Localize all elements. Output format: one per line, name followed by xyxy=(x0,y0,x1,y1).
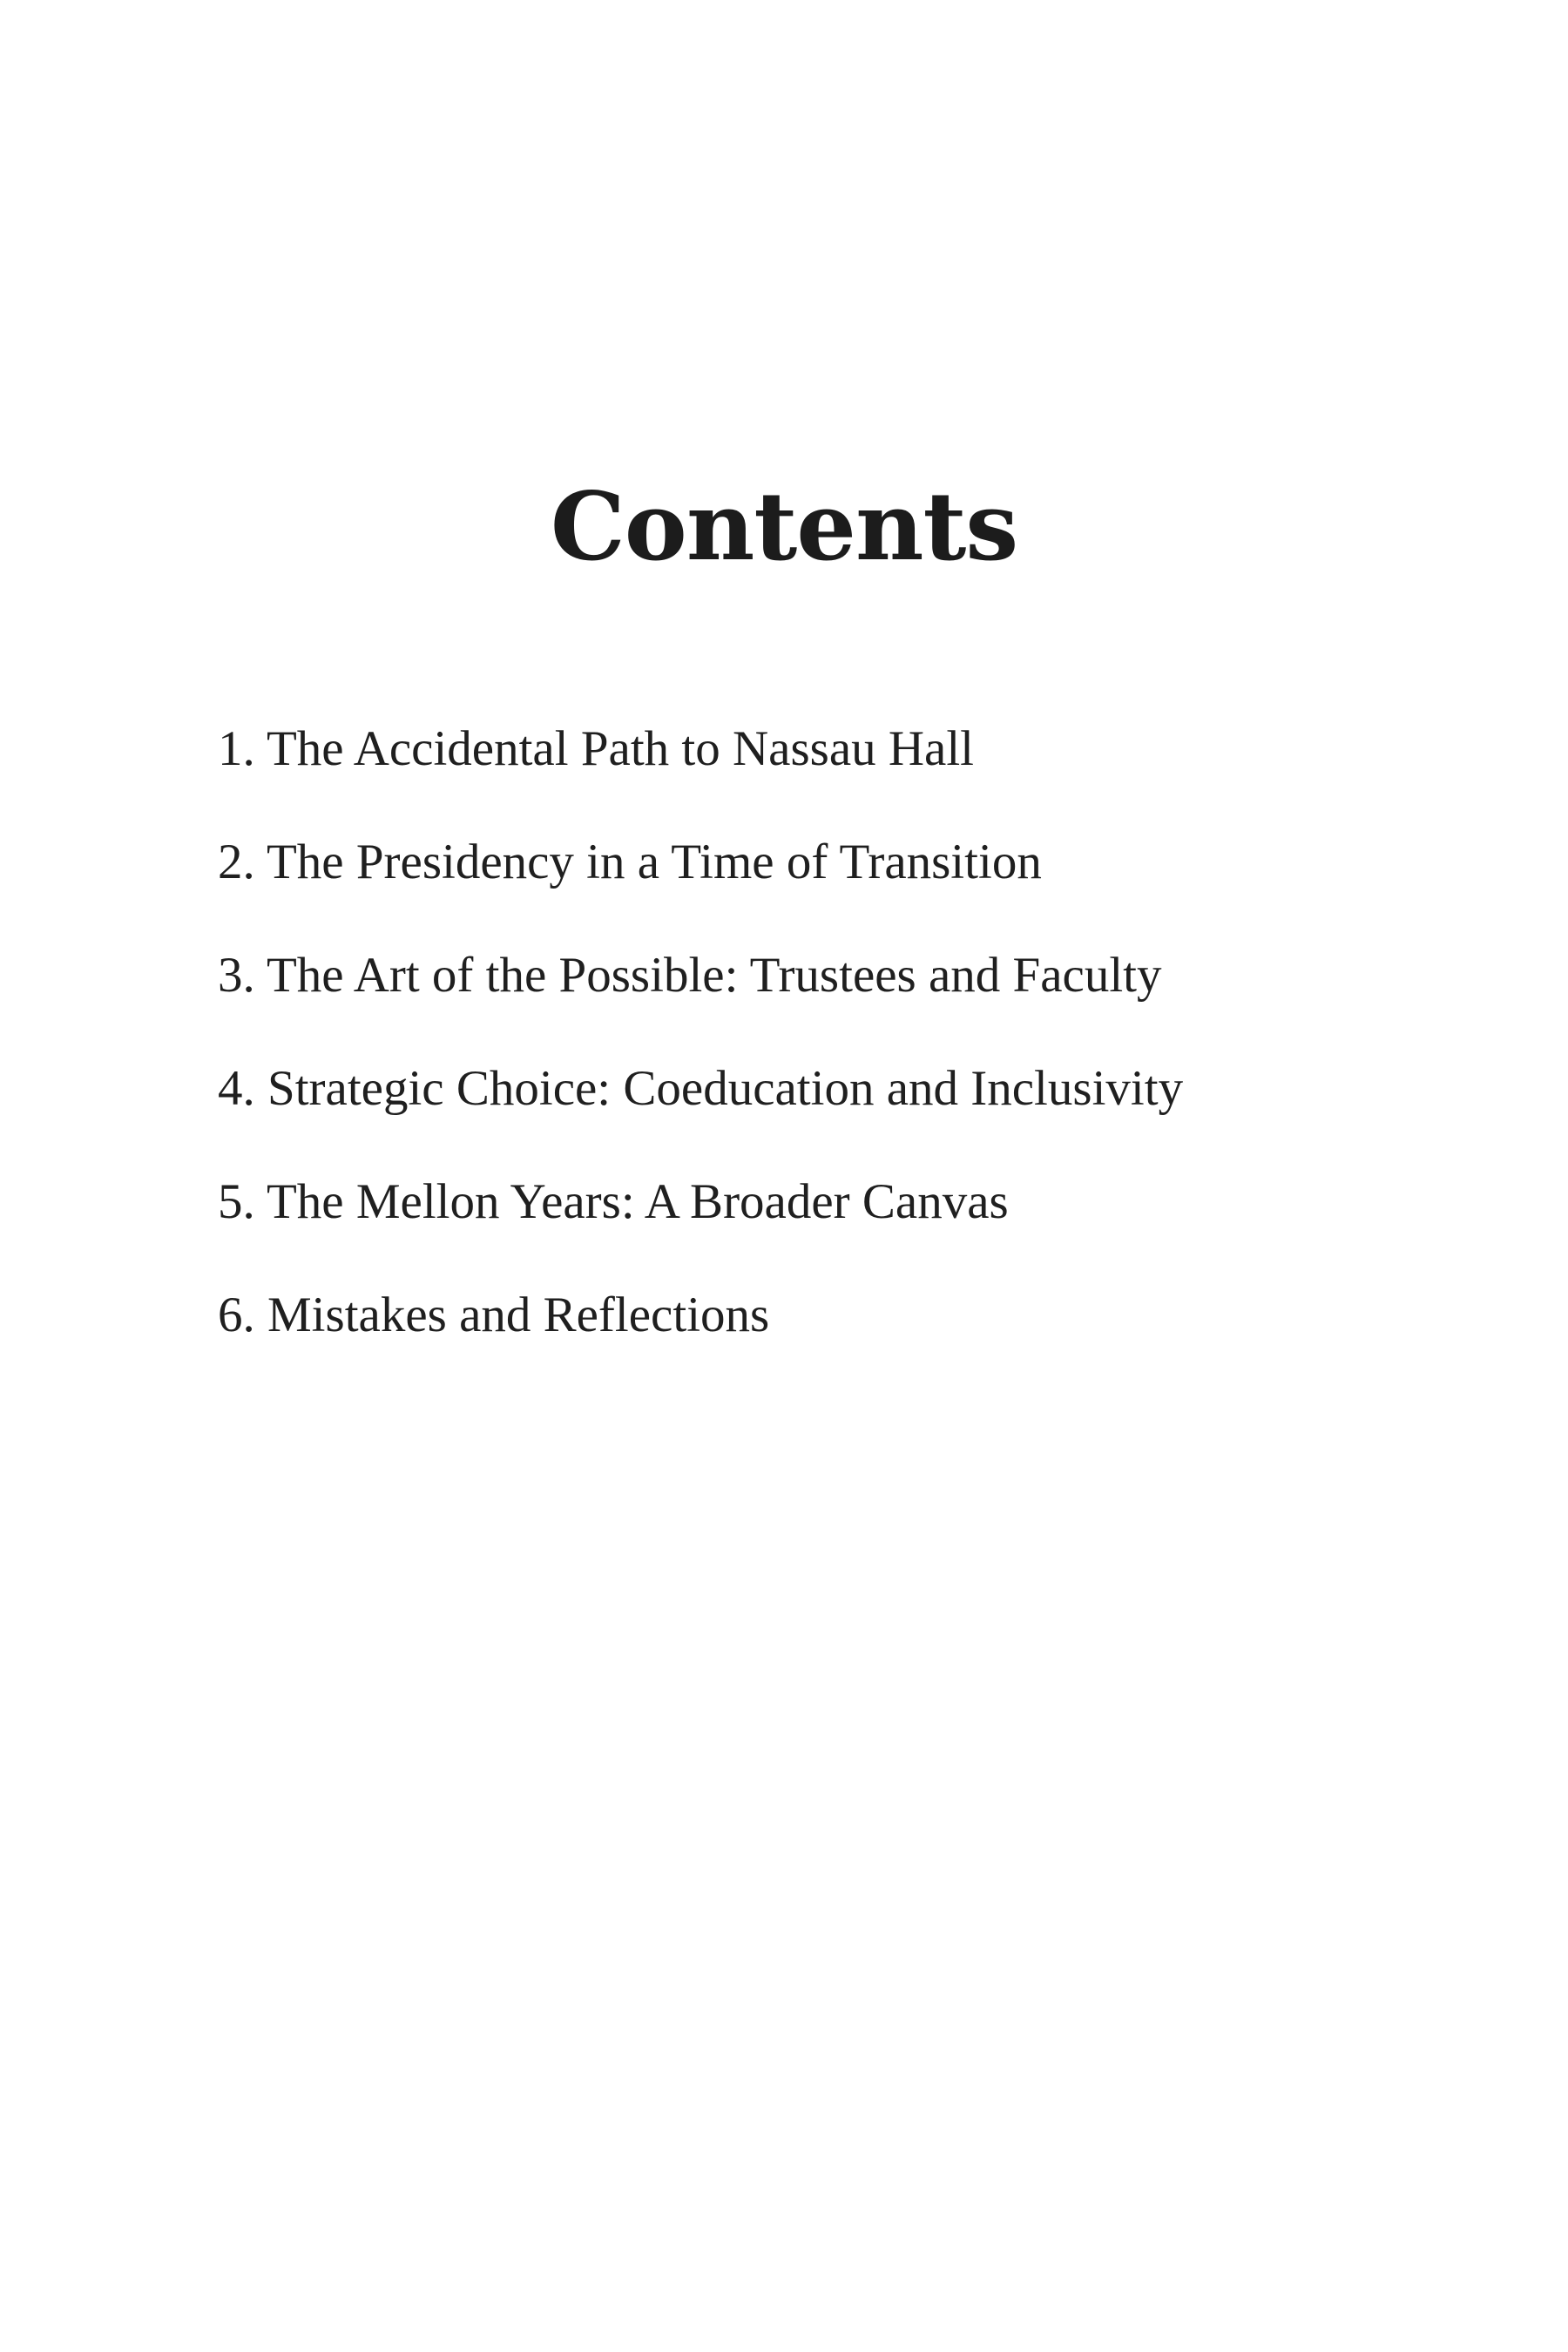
toc-entry-5: 5. The Mellon Years: A Broader Canvas xyxy=(218,1174,1009,1229)
table-of-contents xyxy=(218,714,1437,1394)
toc-entry-4: 4. Strategic Choice: Coeducation and Inclusivity xyxy=(218,1061,1184,1116)
toc-entry-6: 6. Mistakes and Reflections xyxy=(218,1288,770,1342)
toc-entry-3: 3. The Art of the Possible: Trustees and Faculty xyxy=(218,948,1162,1003)
page-title: Contents xyxy=(550,472,1018,582)
toc-entry-1: 1. The Accidental Path to Nassau Hall xyxy=(218,721,974,776)
toc-entry-2: 2. The Presidency in a Time of Transition xyxy=(218,835,1042,889)
